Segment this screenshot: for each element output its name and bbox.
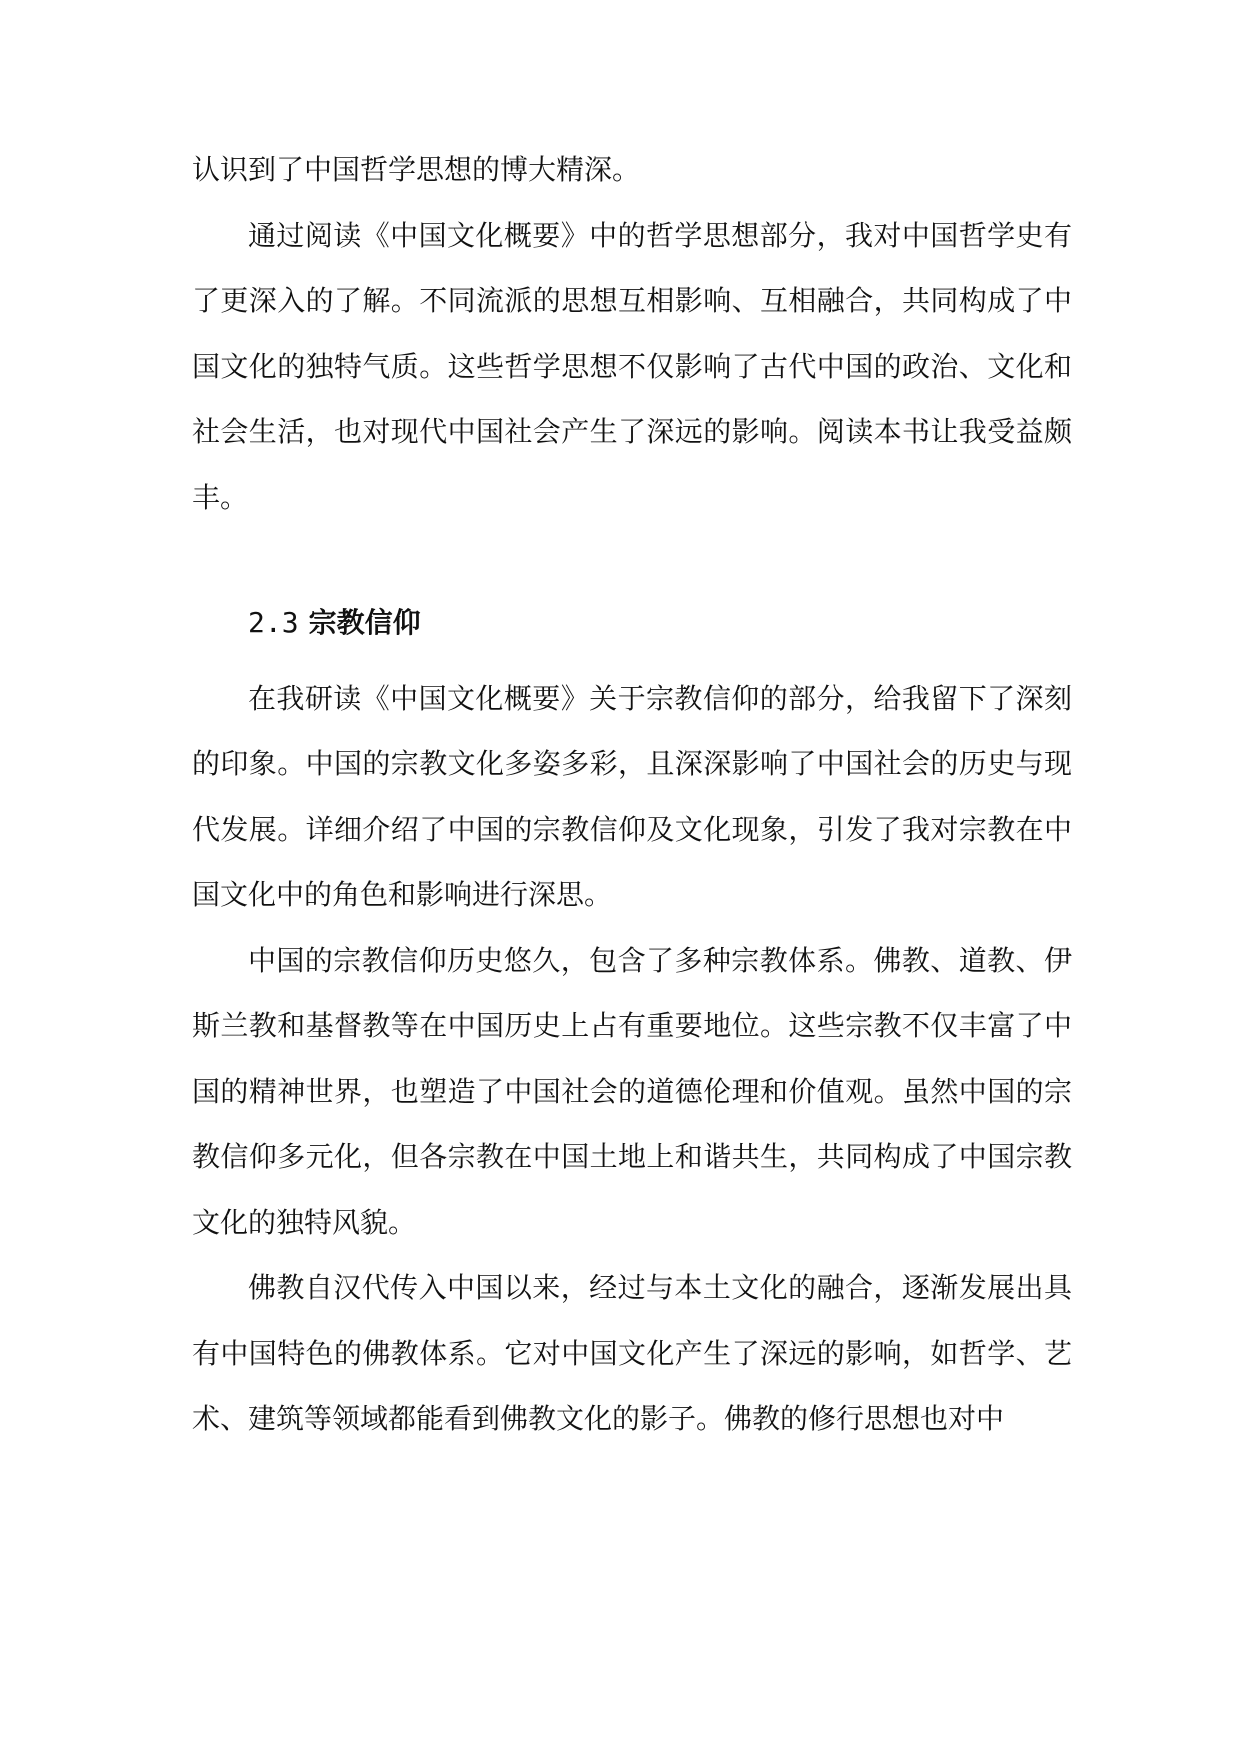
section-number: 2.3 bbox=[248, 606, 299, 639]
paragraph-religion-history: 中国的宗教信仰历史悠久，包含了多种宗教体系。佛教、道教、伊斯兰教和基督教等在中国历史上占有重要地位。这些宗教不仅丰富了中国的精神世界，也塑造了中国社会的道德伦理和价值观。虽然中国的宗教信仰多元化，但各宗教在中国土地上和谐共生，共同构成了中国宗教文化的独特风貌。 bbox=[192, 943, 1072, 1239]
section-heading bbox=[192, 590, 1072, 656]
paragraph-buddhism: 佛教自汉代传入中国以来，经过与本土文化的融合，逐渐发展出具有中国特色的佛教体系。它对中国文化产生了深远的影响，如哲学、艺术、建筑等领域都能看到佛教文化的影子。佛教的修行思想也对中 bbox=[192, 1271, 1072, 1435]
continuation-paragraph: 认识到了中国哲学思想的博大精深。 bbox=[192, 153, 641, 186]
section-spacer bbox=[192, 530, 1072, 590]
page-content bbox=[192, 137, 1072, 1452]
paragraph-philosophy-summary: 通过阅读《中国文化概要》中的哲学思想部分，我对中国哲学史有了更深入的了解。不同流派的思想互相影响、互相融合，共同构成了中国文化的独特气质。这些哲学思想不仅影响了古代中国的政治、文化和社会生活，也对现代中国社会产生了深远的影响。阅读本书让我受益颇丰。 bbox=[192, 218, 1072, 514]
paragraph-religion-intro: 在我研读《中国文化概要》关于宗教信仰的部分，给我留下了深刻的印象。中国的宗教文化多姿多彩，且深深影响了中国社会的历史与现代发展。详细介绍了中国的宗教信仰及文化现象，引发了我对宗教在中国文化中的角色和影响进行深思。 bbox=[192, 681, 1072, 911]
section-title: 宗教信仰 bbox=[308, 606, 421, 639]
